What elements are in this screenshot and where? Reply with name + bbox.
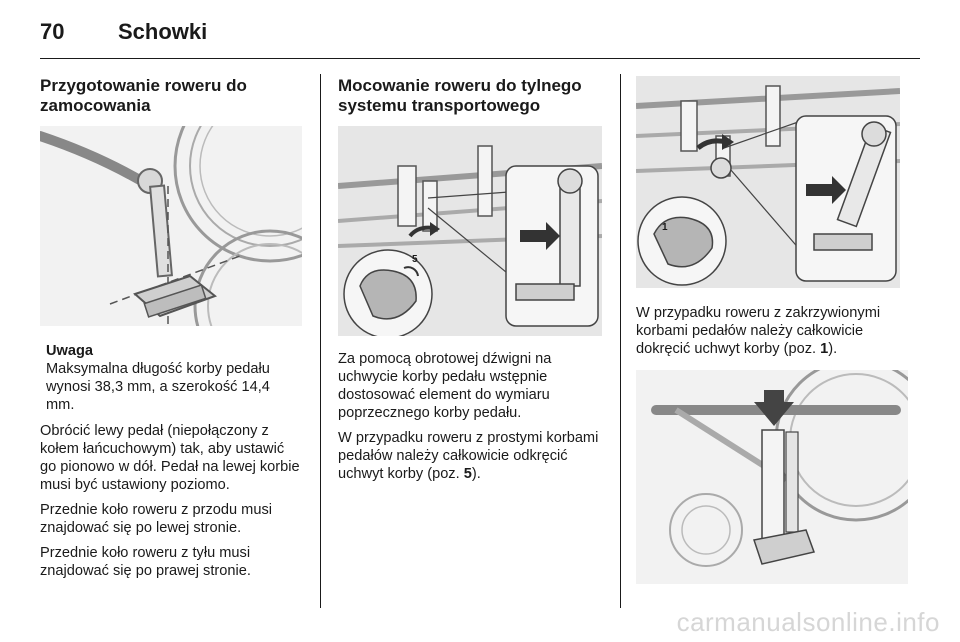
paragraph: Obrócić lewy pedał (niepołączony z kołem łańcuchowym) tak, aby ustawić go pionowo w dół. Pedał na lewej korbie musi być ustawiony poziomo.: [40, 423, 300, 493]
bike-in-carrier-illustration: [636, 370, 908, 584]
column-divider-2: [620, 74, 621, 608]
pedal-drawing: [40, 126, 302, 326]
figure-label-1: 1: [662, 222, 668, 233]
column-3: [636, 70, 906, 584]
paragraph: W przypadku roweru z zakrzywionymi korbami pedałów należy całkowicie dokręcić uchwyt korby (poz. 1).: [636, 305, 881, 357]
column-divider-1: [320, 74, 321, 608]
crank-holder-illustration: [338, 126, 602, 336]
paragraph: Za pomocą obrotowej dźwigni na uchwycie korby pedału wstępnie dostosować element do wymiaru poprzecznego korby pedału.: [338, 351, 552, 421]
paragraph: W przypadku roweru z prostymi korbami pedałów należy całkowicie odkręcić uchwyt korby (poz. 5).: [338, 430, 599, 482]
column-1: [40, 70, 302, 587]
pedal-illustration: [40, 126, 302, 326]
paragraph: Przednie koło roweru z tyłu musi znajdować się po prawej stronie.: [40, 545, 251, 579]
figure-label-5: 5: [412, 254, 418, 265]
note-box: [46, 342, 302, 414]
watermark: carmanualsonline.info: [676, 607, 940, 637]
header-rule: [40, 58, 920, 59]
page-number: 70: [40, 19, 65, 44]
note-title: Uwaga: [46, 343, 94, 359]
position-reference: 1: [820, 341, 829, 357]
note-body: Maksymalna długość korby pedału wynosi 38,3 mm, a szerokość 14,4 mm.: [46, 361, 270, 413]
page-title: Schowki: [118, 19, 208, 44]
section-heading-mount: Mocowanie roweru do tylnego systemu transportowego: [338, 76, 582, 115]
crank-holder-tightened-illustration: [636, 76, 900, 288]
crank-holder-drawing: [338, 126, 602, 336]
crank-holder-tightened-drawing: [636, 76, 900, 288]
paragraph: Przednie koło roweru z przodu musi znajdować się po lewej stronie.: [40, 502, 272, 536]
bike-in-carrier-drawing: [636, 370, 908, 584]
column-2: [338, 70, 606, 490]
page-header: [40, 14, 207, 50]
section-heading-prepare: Przygotowanie roweru do zamocowania: [40, 76, 247, 115]
position-reference: 5: [463, 466, 472, 482]
